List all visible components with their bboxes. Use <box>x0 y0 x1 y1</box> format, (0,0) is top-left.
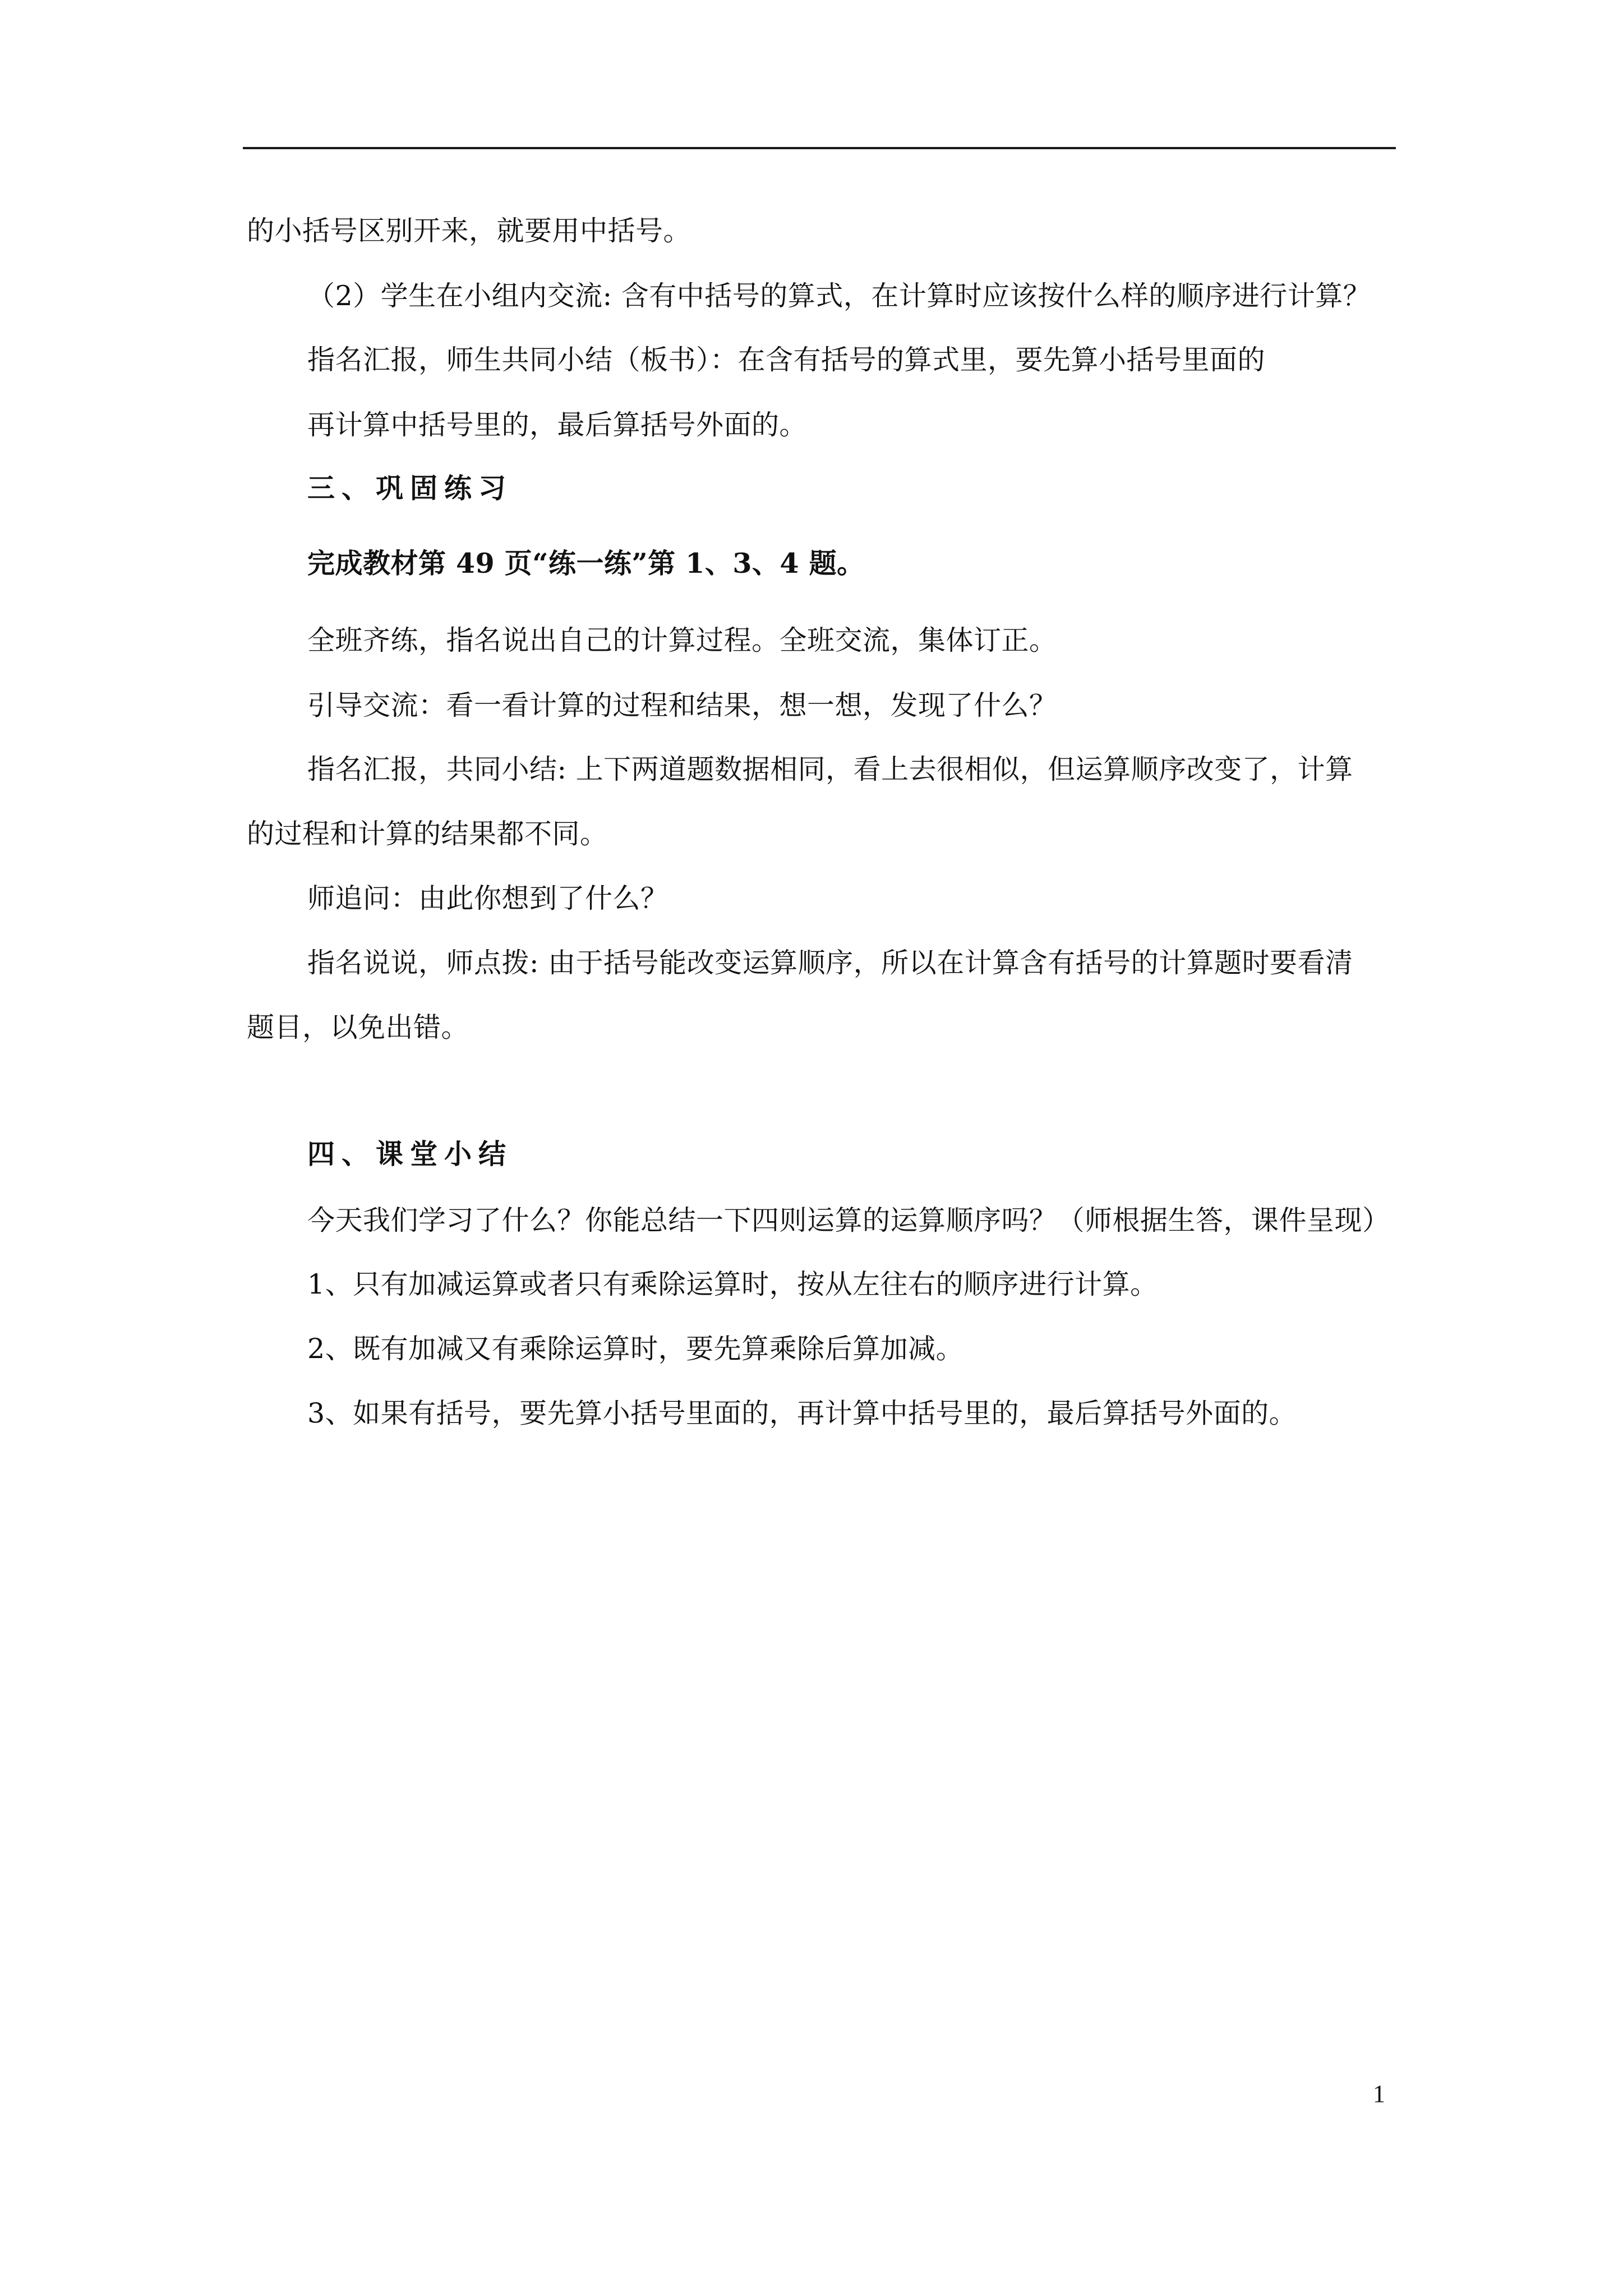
paragraph-line: 指名说说，师点拨: 由于括号能改变运算顺序，所以在计算含有括号的计算题时要看清 <box>307 947 1353 979</box>
summary-rule-1: 1、只有加减运算或者只有乘除运算时，按从左往右的顺序进行计算。 <box>307 1268 1158 1300</box>
paragraph-line: 引导交流：看一看计算的过程和结果，想一想，发现了什么？ <box>307 689 1057 721</box>
paragraph-line: 的小括号区别开来，就要用中括号。 <box>247 215 691 247</box>
paragraph-line: 再计算中括号里的，最后算括号外面的。 <box>307 409 808 441</box>
page-number: 1 <box>1373 2080 1385 2108</box>
summary-rule-3: 3、如果有括号，要先算小括号里面的，再计算中括号里的，最后算括号外面的。 <box>307 1397 1297 1429</box>
section-heading-summary: 四、课堂小结 <box>307 1138 513 1170</box>
paragraph-line: 指名汇报，共同小结: 上下两道题数据相同，看上去很相似，但运算顺序改变了，计算 <box>307 753 1353 785</box>
header-rule <box>243 147 1396 149</box>
exercise-assignment: 完成教材第 49 页“练一练”第 1、3、4 题。 <box>307 547 865 579</box>
paragraph-line: 全班齐练，指名说出自己的计算过程。全班交流，集体订正。 <box>307 624 1057 656</box>
paragraph-line: 师追问：由此你想到了什么？ <box>307 882 668 914</box>
paragraph-line: 指名汇报，师生共同小结（板书）：在含有括号的算式里，要先算小括号里面的 <box>307 344 1266 376</box>
paragraph-line: （2）学生在小组内交流: 含有中括号的算式，在计算时应该按什么样的顺序进行计算？ <box>307 280 1371 312</box>
paragraph-line: 的过程和计算的结果都不同。 <box>247 818 608 850</box>
paragraph-line: 今天我们学习了什么？你能总结一下四则运算的运算顺序吗？（师根据生答，课件呈现） <box>307 1204 1390 1236</box>
summary-rule-2: 2、既有加减又有乘除运算时，要先算乘除后算加减。 <box>307 1333 964 1365</box>
paragraph-line: 题目，以免出错。 <box>247 1011 469 1043</box>
section-heading-consolidation: 三、巩固练习 <box>307 472 513 504</box>
